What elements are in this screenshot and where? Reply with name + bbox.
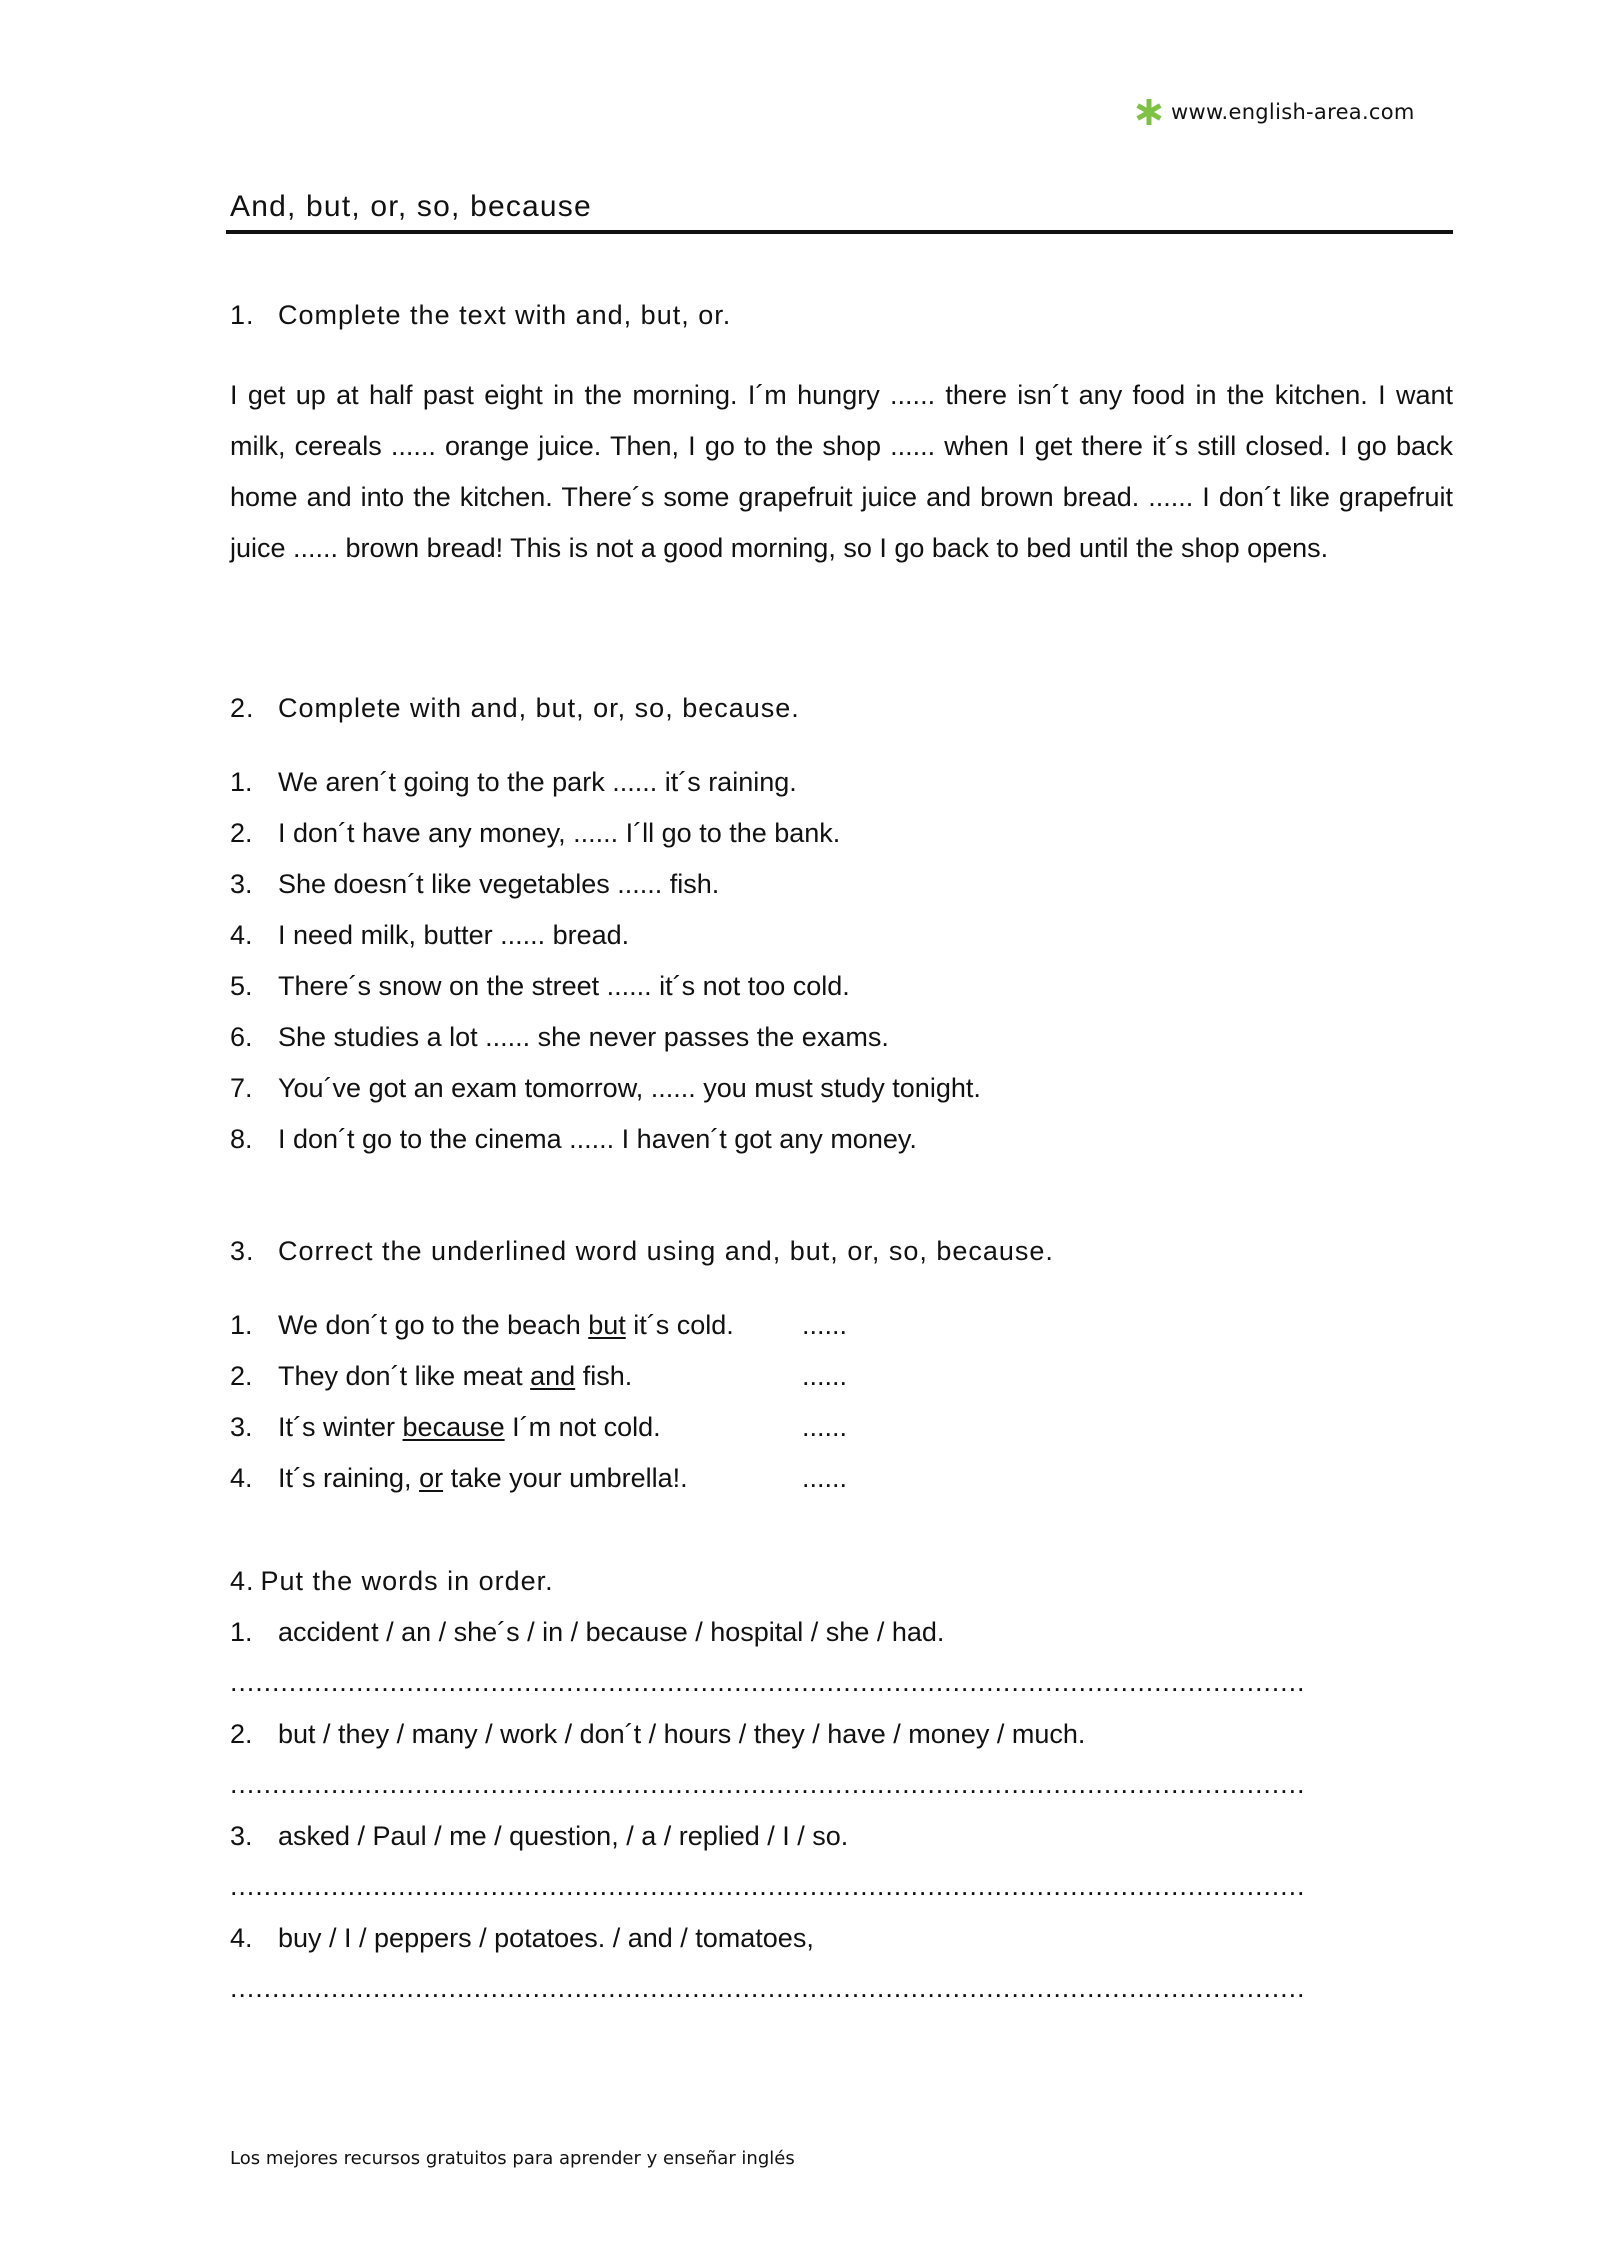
answer-blank[interactable]: ...... [802, 1361, 848, 1391]
item-text-after: fish. [575, 1361, 633, 1391]
item-number: 3. [230, 869, 253, 899]
correction-item [230, 1356, 930, 1396]
section-1-paragraph: I get up at half past eight in the morning. I´m hungry ...... there isn´t any food in the kitchen. I want milk, cereals ...... orange juice. Then, I go to the shop ...... when I get there it´s still closed. I go back home and into the kitchen. There´s some grapefruit juice and brown bread. ...... I don´t like grapefruit juice ...... brown bread! This is not a good morning, so I go back to bed until the shop opens. [230, 380, 1453, 563]
item-number: 3. [230, 1821, 253, 1851]
item-number: 4. [230, 1923, 253, 1953]
answer-line[interactable]: ................................................................................................................................ [230, 1769, 1306, 1799]
item-text: asked / Paul / me / question, / a / replied / I / so. [278, 1821, 849, 1851]
item-number: 4. [230, 920, 253, 950]
item-number: 2. [230, 1361, 253, 1391]
section-number: 3. [230, 1236, 255, 1266]
answer-blank[interactable]: ...... [802, 1412, 848, 1442]
word-order-item [230, 1816, 848, 1856]
answer-blank[interactable]: ...... [802, 1310, 848, 1340]
site-url[interactable]: www.english-area.com [1171, 100, 1415, 124]
item-text: but / they / many / work / don´t / hours / they / have / money / much. [278, 1719, 1086, 1749]
exercise-item [230, 1017, 889, 1057]
item-text: I don´t have any money, ...... I´ll go to the bank. [278, 818, 841, 848]
section-1-heading [230, 300, 731, 331]
item-number: 2. [230, 818, 253, 848]
section-instruction: Put the words in order. [260, 1566, 554, 1596]
item-text: You´ve got an exam tomorrow, ...... you must study tonight. [278, 1073, 981, 1103]
section-instruction: Complete with and, but, or, so, because. [278, 693, 800, 723]
footer-tagline: Los mejores recursos gratuitos para aprender y enseñar inglés [230, 2148, 795, 2169]
item-text: I don´t go to the cinema ...... I haven´t got any money. [278, 1124, 917, 1154]
word-order-item [230, 1612, 944, 1652]
item-number: 2. [230, 1719, 253, 1749]
item-number: 8. [230, 1124, 253, 1154]
site-logo[interactable] [1133, 94, 1415, 130]
item-text: buy / I / peppers / potatoes. / and / tomatoes, [278, 1923, 814, 1953]
item-number: 1. [230, 1310, 253, 1340]
item-text-before: It´s winter [278, 1412, 403, 1442]
word-order-item [230, 1714, 1085, 1754]
section-3-heading [230, 1236, 1054, 1267]
item-number: 3. [230, 1412, 253, 1442]
correction-item [230, 1458, 930, 1498]
exercise-item [230, 915, 629, 955]
item-text-before: They don´t like meat [278, 1361, 531, 1391]
item-text: She studies a lot ...... she never passes the exams. [278, 1022, 889, 1052]
item-text-after: take your umbrella!. [443, 1463, 688, 1493]
section-number: 4. [230, 1566, 255, 1596]
exercise-item [230, 1068, 981, 1108]
item-text-after: it´s cold. [625, 1310, 734, 1340]
item-text: There´s snow on the street ...... it´s not too cold. [278, 971, 850, 1001]
correction-item [230, 1407, 930, 1447]
section-4-heading [230, 1566, 554, 1597]
section-number: 1. [230, 300, 255, 330]
title-divider [226, 230, 1453, 234]
section-number: 2. [230, 693, 255, 723]
exercise-item [230, 762, 797, 802]
exercise-item [230, 966, 850, 1006]
section-2-heading [230, 693, 800, 724]
section-instruction: Correct the underlined word using and, but, or, so, because. [278, 1236, 1054, 1266]
item-number: 6. [230, 1022, 253, 1052]
item-text: accident / an / she´s / in / because / hospital / she / had. [278, 1617, 945, 1647]
answer-blank[interactable]: ...... [802, 1463, 848, 1493]
item-number: 7. [230, 1073, 253, 1103]
underlined-word: and [530, 1361, 576, 1391]
page-title: And, but, or, so, because [230, 190, 592, 223]
section-instruction: Complete the text with and, but, or. [278, 300, 732, 330]
item-text-after: I´m not cold. [504, 1412, 661, 1442]
exercise-item [230, 813, 840, 853]
item-text: She doesn´t like vegetables ...... fish. [278, 869, 720, 899]
item-number: 1. [230, 1617, 253, 1647]
answer-line[interactable]: ................................................................................................................................ [230, 1973, 1306, 2003]
answer-line[interactable]: ................................................................................................................................ [230, 1667, 1306, 1697]
underlined-word: but [588, 1310, 626, 1340]
item-text: I need milk, butter ...... bread. [278, 920, 630, 950]
item-number: 5. [230, 971, 253, 1001]
correction-item [230, 1305, 930, 1345]
item-text: We aren´t going to the park ...... it´s raining. [278, 767, 797, 797]
item-number: 4. [230, 1463, 253, 1493]
answer-line[interactable]: ................................................................................................................................ [230, 1871, 1306, 1901]
underlined-word: or [419, 1463, 444, 1493]
exercise-item [230, 1119, 917, 1159]
item-text-before: We don´t go to the beach [278, 1310, 589, 1340]
item-text-before: It´s raining, [278, 1463, 420, 1493]
underlined-word: because [402, 1412, 505, 1442]
green-asterisk-icon [1133, 96, 1165, 128]
word-order-item [230, 1918, 814, 1958]
item-number: 1. [230, 767, 253, 797]
exercise-item [230, 864, 719, 904]
